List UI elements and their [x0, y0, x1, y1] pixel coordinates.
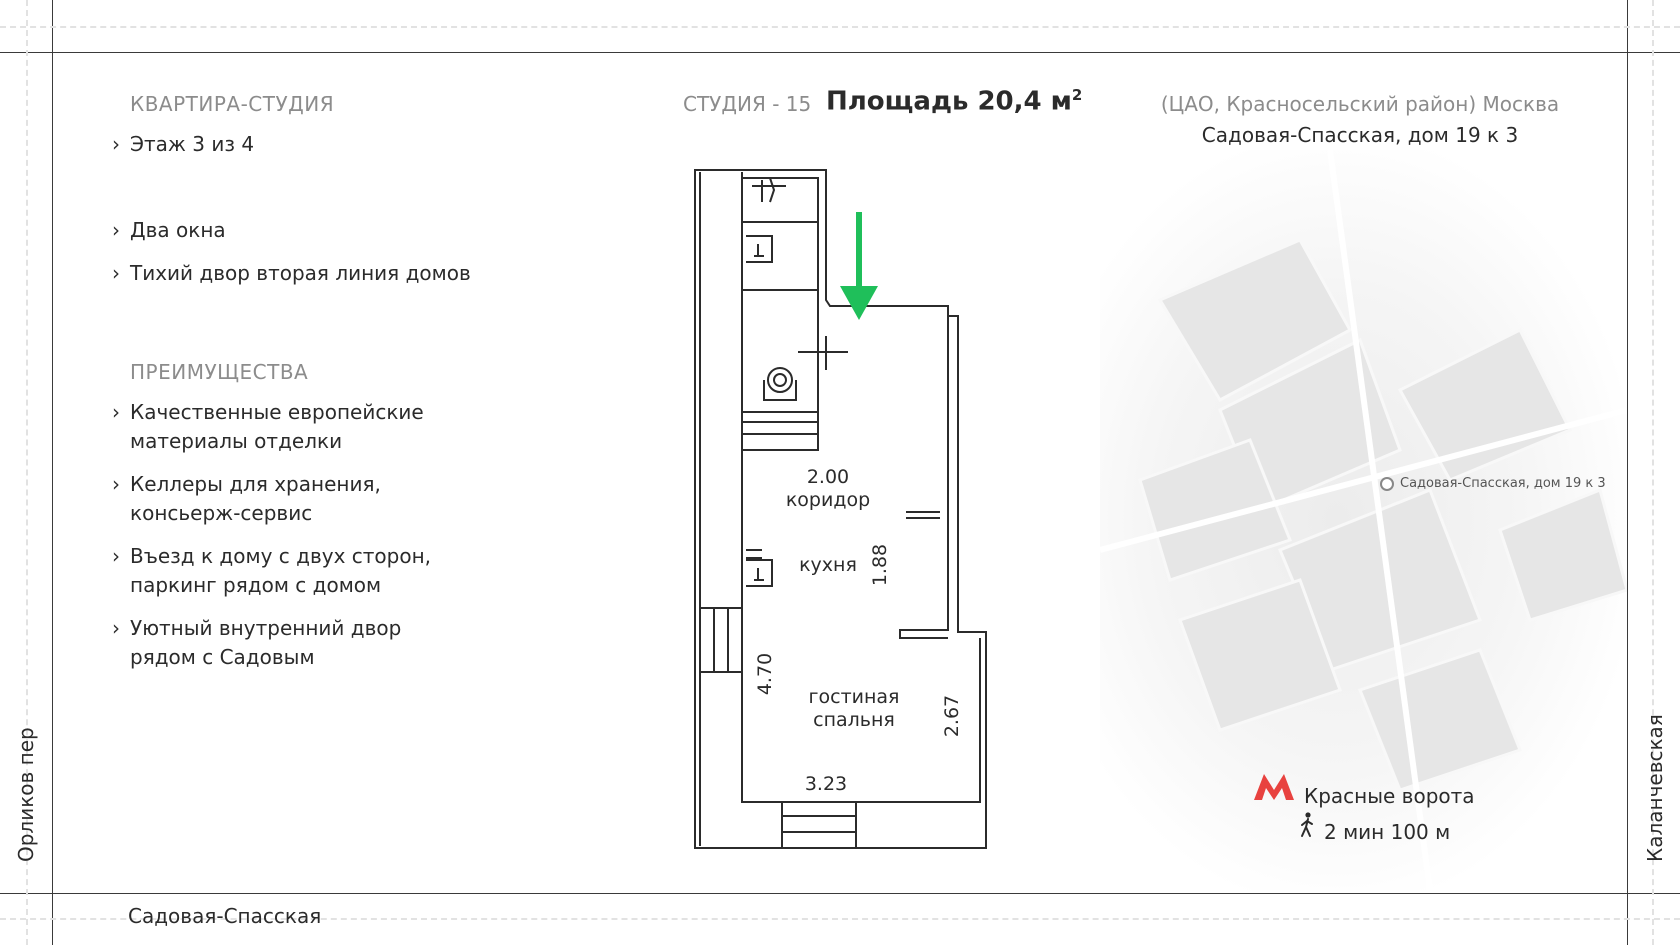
dimension-bottom: 3.23 — [804, 773, 848, 795]
living-label-1: гостиная — [808, 686, 900, 708]
advantages-list — [112, 398, 442, 672]
metro-icon — [1252, 772, 1296, 802]
street-label-bottom: Садовая-Спасская — [128, 904, 322, 928]
map-pin[interactable]: Садовая-Спасская, дом 19 к 3 — [1380, 476, 1606, 491]
corridor-area: 2.00 — [806, 466, 850, 488]
floor-plan — [690, 160, 1010, 860]
plan-counter — [746, 550, 762, 558]
map-building — [1400, 330, 1570, 480]
kitchen-label: кухня — [799, 554, 857, 576]
dimension-right: 2.67 — [941, 694, 963, 738]
chevron-right-icon: › — [112, 218, 120, 242]
toilet-bowl-icon — [774, 374, 786, 386]
corridor-label: коридор — [785, 489, 871, 511]
address-district: (ЦАО, Красносельский район) Москва — [1160, 92, 1560, 116]
frame-dash-top — [0, 26, 1680, 28]
plan-door-mark — [798, 336, 848, 370]
metro-station: Красные ворота — [1304, 784, 1475, 808]
map-building — [1360, 650, 1520, 790]
map-buildings — [1100, 150, 1627, 890]
chevron-right-icon: › — [112, 400, 120, 424]
chevron-right-icon: › — [112, 616, 120, 640]
apartment-title: КВАРТИРА-СТУДИЯ — [130, 92, 335, 116]
street-label-right: Каланчевская — [1643, 714, 1667, 862]
walk-icon — [1298, 812, 1316, 838]
shower-icon — [752, 178, 786, 202]
advantage-item: › Въезд к дому с двух сторон, паркинг рядом с домом — [112, 544, 432, 597]
kitchen-dimension: 1.88 — [869, 543, 891, 587]
plan-bathroom-shelves — [742, 412, 818, 434]
dimension-left: 4.70 — [754, 652, 776, 696]
street-label-left: Орликов пер — [14, 727, 38, 862]
advantages-title: ПРЕИМУЩЕСТВА — [130, 360, 309, 384]
chevron-right-icon: › — [112, 261, 120, 285]
plan-window-left — [700, 608, 742, 672]
map-building — [1500, 490, 1627, 620]
feature-item: › Тихий двор вторая линия домов — [112, 259, 512, 288]
feature-list-2 — [112, 216, 512, 288]
chevron-right-icon: › — [112, 132, 120, 156]
studio-number: СТУДИЯ - 15 — [683, 92, 812, 116]
toilet-icon — [768, 368, 792, 392]
plan-bathroom-wall — [742, 178, 818, 300]
feature-item: › Два окна — [112, 216, 512, 245]
address-street: Садовая-Спасская, дом 19 к 3 — [1201, 123, 1519, 147]
stove-icon — [746, 560, 772, 586]
plan-partition — [906, 512, 940, 518]
plan-corridor-wall — [900, 316, 948, 638]
advantage-item: › Качественные европейские материалы отделки — [112, 400, 424, 453]
feature-list — [112, 130, 512, 159]
advantage-item: › Уютный внутренний двор рядом с Садовым — [112, 616, 402, 669]
plan-window-bottom — [782, 802, 856, 848]
feature-item: › Этаж 3 из 4 — [112, 130, 512, 159]
walk-distance: 2 мин 100 м — [1324, 820, 1451, 844]
chevron-right-icon: › — [112, 544, 120, 568]
sink-icon — [746, 236, 772, 262]
area-label: Площадь 20,4 $м^2$ — [826, 86, 1083, 117]
chevron-right-icon: › — [112, 472, 120, 496]
advantage-item: › Келлеры для хранения, консьерж-сервис — [112, 472, 381, 525]
living-label-2: спальня — [813, 709, 895, 731]
map-pin-icon — [1380, 477, 1394, 491]
entrance-arrow-icon — [840, 212, 878, 320]
